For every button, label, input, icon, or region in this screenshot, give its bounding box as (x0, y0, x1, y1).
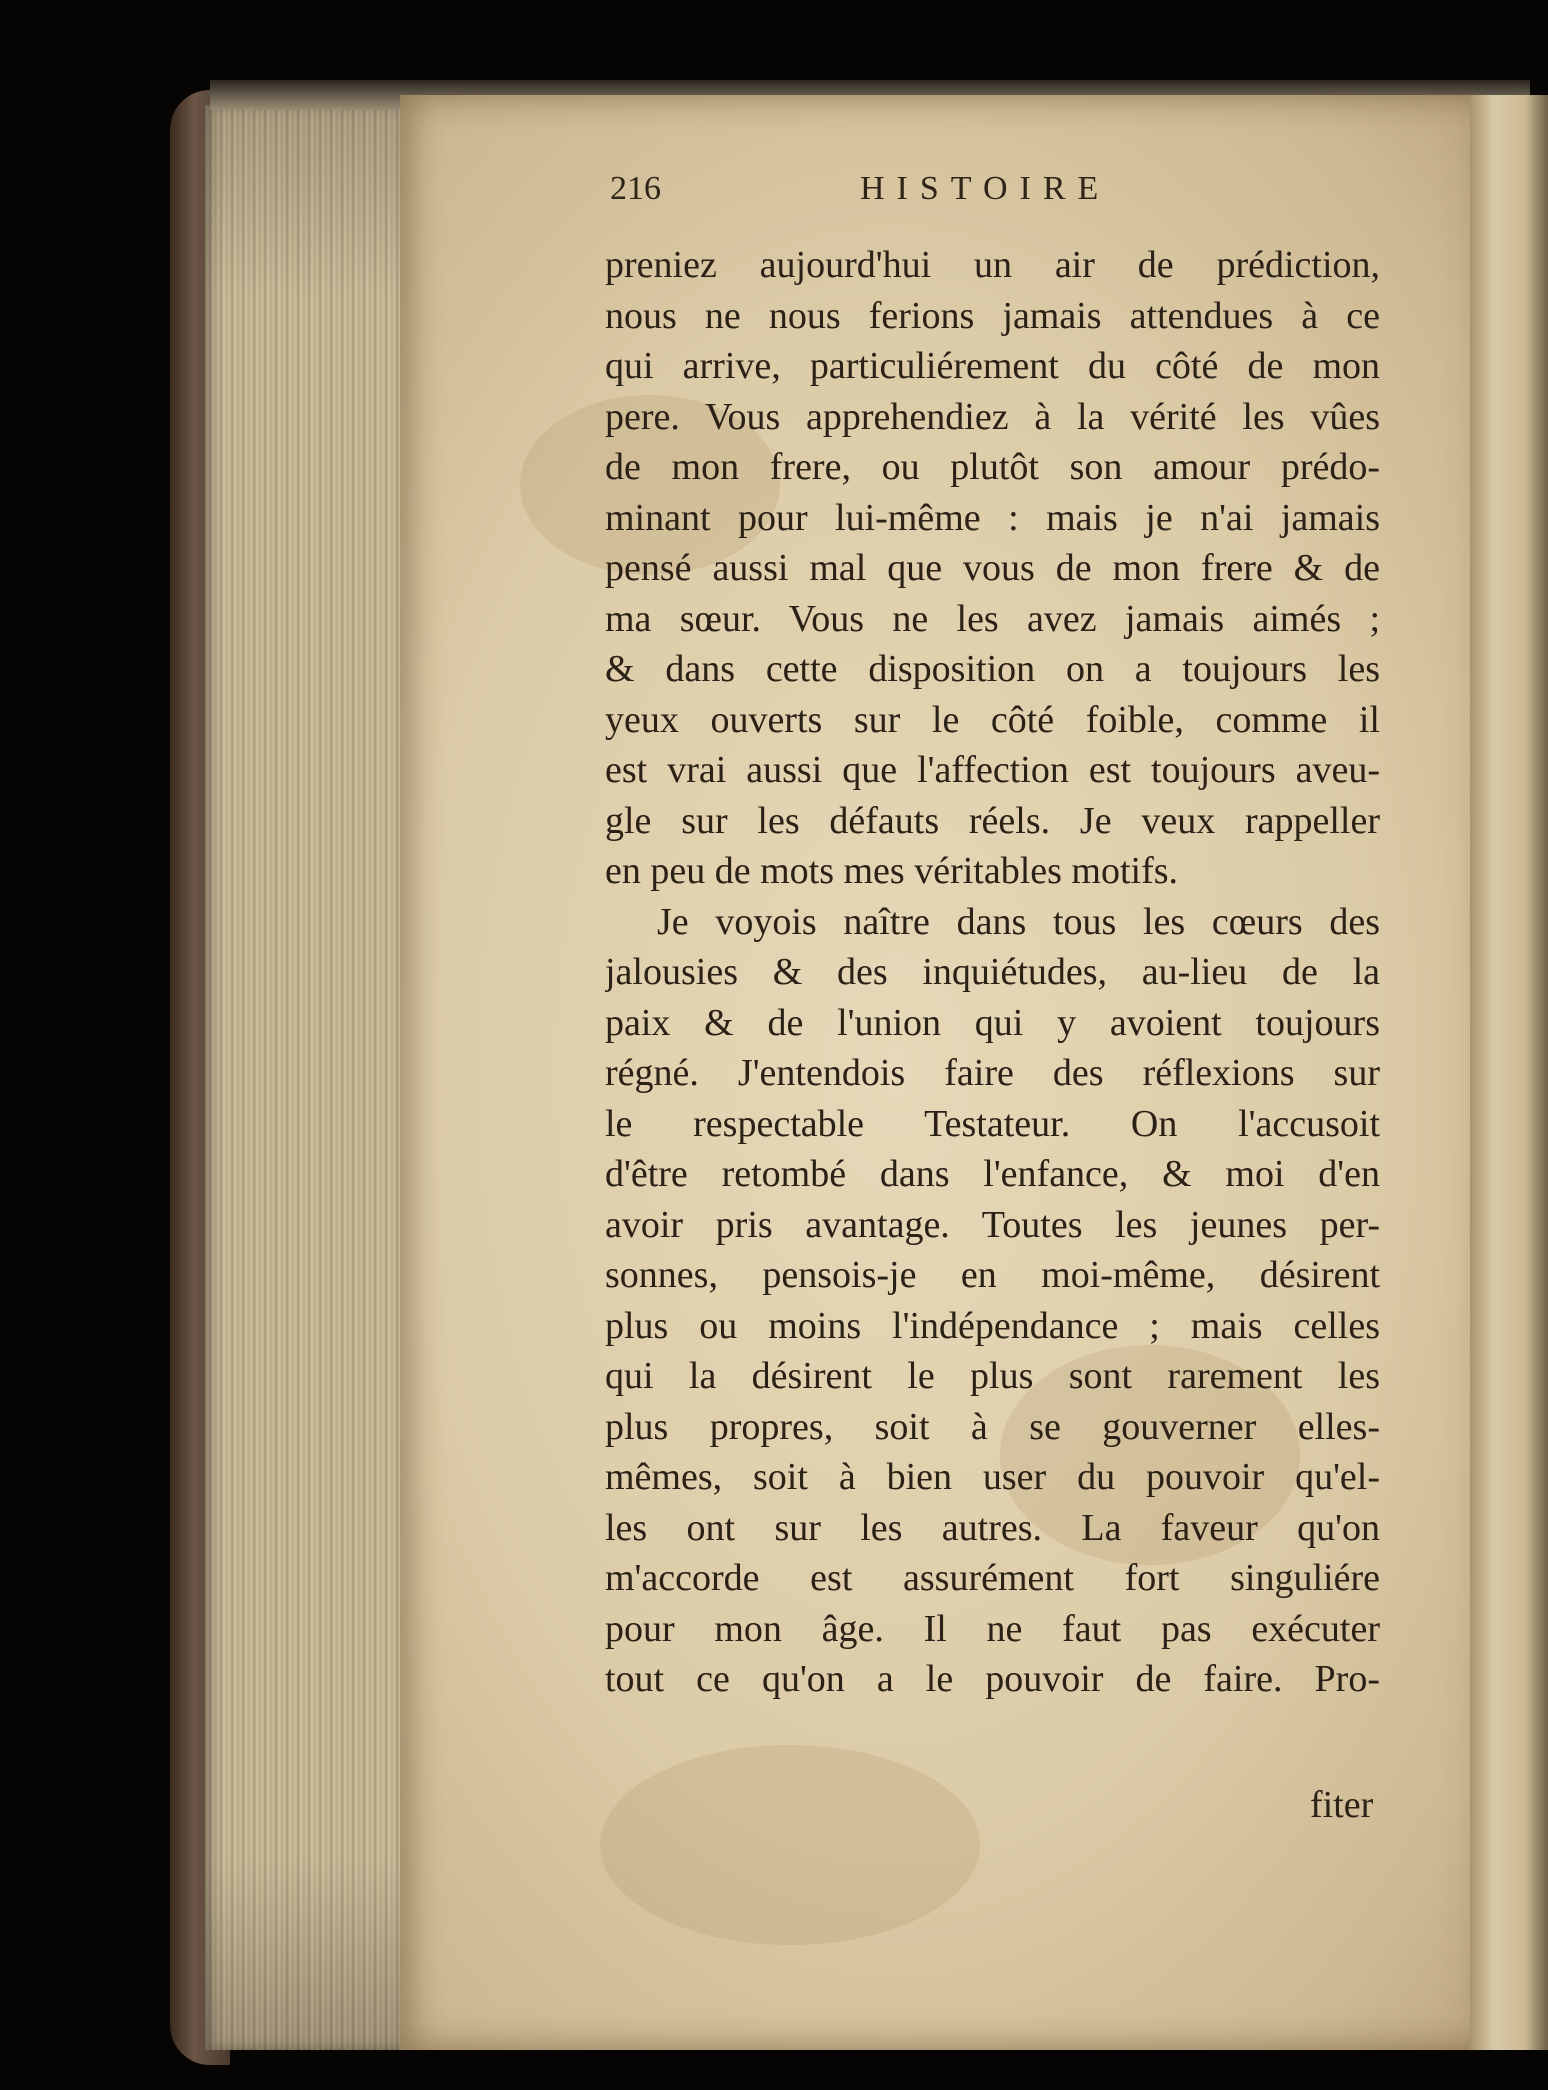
page-number: 216 (610, 170, 661, 207)
text-line: tout ce qu'on a le pouvoir de faire. Pro- (605, 1658, 1380, 1700)
text-line: pensé aussi mal que vous de mon frere & de (605, 547, 1380, 589)
text-line: plus propres, soit à se gouverner elles- (605, 1405, 1380, 1448)
body-text (605, 240, 1380, 1705)
text-line: jalousies & des inquiétudes, au-lieu de la (605, 951, 1380, 993)
running-title: HISTOIRE (860, 170, 1111, 207)
text-line: gle sur les défauts réels. Je veux rappeller (605, 799, 1380, 842)
text-line: preniez aujourd'hui un air de prédiction, (605, 244, 1380, 286)
text-line: sonnes, pensois-je en moi-même, désirent (605, 1254, 1380, 1296)
text-line: qui arrive, particuliérement du côté de mon (605, 345, 1380, 387)
text-line: le respectable Testateur. On l'accusoit (605, 1102, 1380, 1145)
text-line: les ont sur les autres. La faveur qu'on (605, 1506, 1380, 1549)
text-line: en peu de mots mes véritables motifs. (605, 850, 1179, 892)
text-line: plus ou moins l'indépendance ; mais celles (605, 1304, 1380, 1347)
text-line: m'accorde est assurément fort singuliére (605, 1557, 1380, 1599)
text-line: paix & de l'union qui y avoient toujours (605, 1001, 1380, 1044)
running-head (610, 170, 1410, 220)
text-line: est vrai aussi que l'affection est toujours aveu- (605, 749, 1380, 791)
text-line: avoir pris avantage. Toutes les jeunes per- (605, 1203, 1380, 1246)
text-line: d'être retombé dans l'enfance, & moi d'en (605, 1153, 1380, 1195)
catchword: fiter (1310, 1784, 1374, 1826)
text-line: ma sœur. Vous ne les avez jamais aimés ; (605, 597, 1380, 640)
text-line: pere. Vous apprehendiez à la vérité les vûes (605, 395, 1380, 438)
page-gutter (1470, 95, 1548, 2050)
text-line: minant pour lui-même : mais je n'ai jamais (605, 496, 1380, 539)
text-line: nous ne nous ferions jamais attendues à ce (605, 294, 1380, 337)
text-line: de mon frere, ou plutôt son amour prédo- (605, 446, 1380, 488)
text-line: & dans cette disposition on a toujours les (605, 648, 1380, 690)
text-line: régné. J'entendois faire des réflexions sur (605, 1052, 1380, 1094)
text-line: qui la désirent le plus sont rarement les (605, 1355, 1380, 1397)
text-line: pour mon âge. Il ne faut pas exécuter (605, 1607, 1380, 1650)
text-line: mêmes, soit à bien user du pouvoir qu'el- (605, 1456, 1380, 1498)
page-stack-shadow (205, 105, 405, 2050)
text-line: Je voyois naître dans tous les cœurs des (657, 900, 1380, 943)
text-line: yeux ouverts sur le côté foible, comme il (605, 698, 1380, 741)
paper-stain (600, 1745, 980, 1945)
